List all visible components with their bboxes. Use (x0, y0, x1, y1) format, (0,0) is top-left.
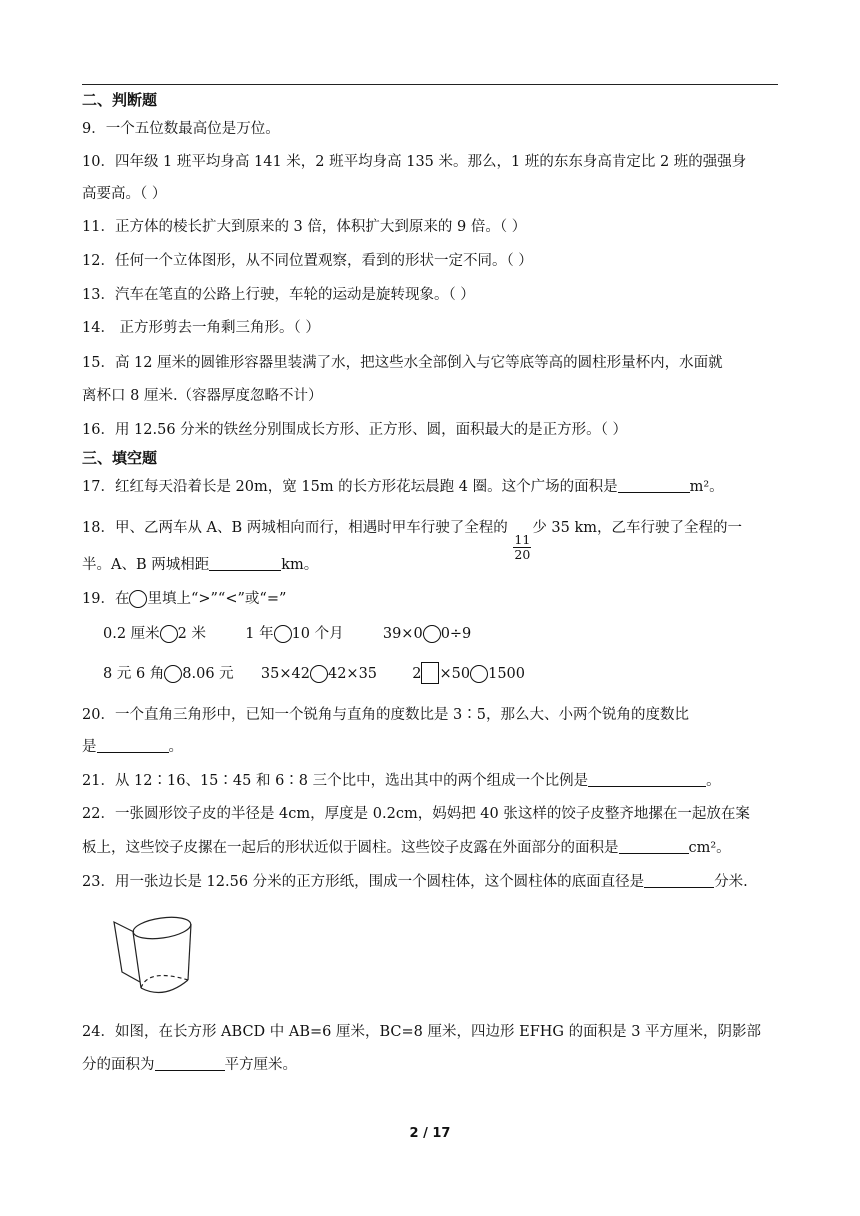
question-20-line2 (82, 737, 183, 757)
section-heading-fill: 三、填空题 (82, 449, 158, 467)
rolled-paper-cylinder-figure (108, 908, 200, 1004)
fraction-denominator: 20 (514, 547, 531, 562)
question-18-text-end: 少 35 km，乙车行驶了全程的一 (532, 520, 743, 536)
compare-left: 39×0 (382, 626, 423, 642)
compare-left: 1 年 (245, 626, 274, 642)
question-24-text: 分的面积为 (82, 1057, 155, 1073)
question-18-text: 18．甲、乙两车从 A、B 两城相向而行，相遇时甲车行驶了全程的 (82, 520, 513, 536)
question-24-unit: 平方厘米。 (224, 1057, 297, 1073)
question-19-row2 (103, 662, 525, 684)
cylinder-top-ellipse (132, 914, 192, 942)
cylinder-left-edge (133, 932, 141, 988)
compare-left: 2 (412, 666, 422, 682)
question-18-text-2: 半。A、B 两城相距 (82, 557, 210, 573)
question-17 (82, 477, 724, 497)
page-number: 2 / 17 (409, 1126, 451, 1141)
question-19-text-end: 里填上“>”“<”或“=” (147, 591, 287, 607)
question-10-line2: 高要高。（ ） (82, 186, 167, 202)
question-23-text: 23．用一张边长是 12.56 分米的正方形纸，围成一个圆柱体，这个圆柱体的底面直径是 (82, 874, 645, 890)
question-21-end: 。 (706, 773, 721, 789)
compare-right: 8.06 元 (182, 666, 234, 682)
compare-left: 0.2 厘米 (103, 626, 160, 642)
section-heading-judge: 二、判断题 (82, 91, 158, 109)
digit-box[interactable] (421, 662, 439, 684)
question-22-line2 (82, 838, 731, 858)
question-20-line1: 20．一个直角三角形中，已知一个锐角与直角的度数比是 3∶5，那么大、小两个锐角的度数比 (82, 707, 690, 723)
compare-circle[interactable] (274, 625, 292, 643)
question-17-unit: m²。 (689, 479, 724, 495)
answer-blank[interactable] (155, 1056, 225, 1071)
compare-right: 1500 (488, 666, 525, 682)
compare-circle[interactable] (310, 665, 328, 683)
question-11: 11．正方体的棱长扩大到原来的 3 倍，体积扩大到原来的 9 倍。（ ） (82, 219, 527, 235)
cylinder-bottom-front (141, 980, 188, 993)
compare-left: 8 元 6 角 (103, 666, 165, 682)
compare-circle[interactable] (160, 625, 178, 643)
question-9: 9．一个五位数最高位是万位。 (82, 121, 280, 137)
circle-symbol (129, 590, 147, 608)
question-24-line2 (82, 1055, 297, 1075)
compare-right: 10 个月 (291, 626, 344, 642)
question-17-text: 17．红红每天沿着长是 20m，宽 15m 的长方形花坛晨跑 4 圈。这个广场的面积是 (82, 479, 618, 495)
question-20-end: 。 (168, 739, 183, 755)
answer-blank[interactable] (619, 839, 689, 854)
question-16: 16．用 12.56 分米的铁丝分别围成长方形、正方形、圆，面积最大的是正方形。（ ） (82, 422, 628, 438)
question-23 (82, 872, 748, 892)
header-rule (82, 84, 778, 85)
question-12: 12．任何一个立体图形，从不同位置观察，看到的形状一定不同。（ ） (82, 253, 533, 269)
question-15-line2: 离杯口 8 厘米.（容器厚度忽略不计） (82, 388, 323, 404)
compare-right: 0÷9 (440, 626, 472, 642)
compare-right: 2 米 (177, 626, 207, 642)
question-20-text: 是 (82, 739, 97, 755)
answer-blank[interactable] (209, 556, 281, 571)
question-22-line1: 22．一张圆形饺子皮的半径是 4cm，厚度是 0.2cm，妈妈把 40 张这样的饺子皮整齐地摞在一起放在案 (82, 806, 750, 822)
compare-left-end: ×50 (439, 666, 471, 682)
answer-blank[interactable] (618, 478, 690, 493)
question-18-unit: km。 (281, 557, 319, 573)
question-14: 14． 正方形剪去一角剩三角形。（ ） (82, 320, 320, 336)
compare-circle[interactable] (164, 665, 182, 683)
question-19-row1 (103, 624, 471, 644)
question-19-text: 19．在 (82, 591, 130, 607)
question-23-unit: 分米. (714, 874, 748, 890)
cylinder-right-edge (188, 924, 191, 980)
answer-blank[interactable] (644, 873, 714, 888)
question-18-line2 (82, 555, 318, 575)
compare-circle[interactable] (470, 665, 488, 683)
question-21-text: 21．从 12∶16、15∶45 和 6∶8 三个比中，选出其中的两个组成一个比例是 (82, 773, 589, 789)
answer-blank[interactable] (588, 772, 706, 787)
question-24-line1: 24．如图，在长方形 ABCD 中 AB=6 厘米，BC=8 厘米，四边形 EFHG 的面积是 3 平方厘米，阴影部 (82, 1024, 762, 1040)
compare-left: 35×42 (260, 666, 310, 682)
question-22-text: 板上，这些饺子皮摞在一起后的形状近似于圆柱。这些饺子皮露在外面部分的面积是 (82, 840, 619, 856)
question-19 (82, 589, 286, 609)
cylinder-bottom-back-dashed (141, 976, 188, 989)
question-21 (82, 771, 721, 791)
fraction-numerator: 11 (514, 532, 531, 547)
answer-blank[interactable] (97, 738, 169, 753)
question-22-unit: cm²。 (688, 840, 731, 856)
question-10-line1: 10．四年级 1 班平均身高 141 米，2 班平均身高 135 米。那么，1 班的东东身高肯定比 2 班的强强身 (82, 154, 747, 170)
compare-circle[interactable] (423, 625, 441, 643)
question-15-line1: 15．高 12 厘米的圆锥形容器里装满了水，把这些水全部倒入与它等底等高的圆柱形量杯内，水面就 (82, 355, 723, 371)
fraction (513, 533, 531, 562)
question-13: 13．汽车在笔直的公路上行驶，车轮的运动是旋转现象。（ ） (82, 287, 475, 303)
compare-right: 42×35 (327, 666, 378, 682)
